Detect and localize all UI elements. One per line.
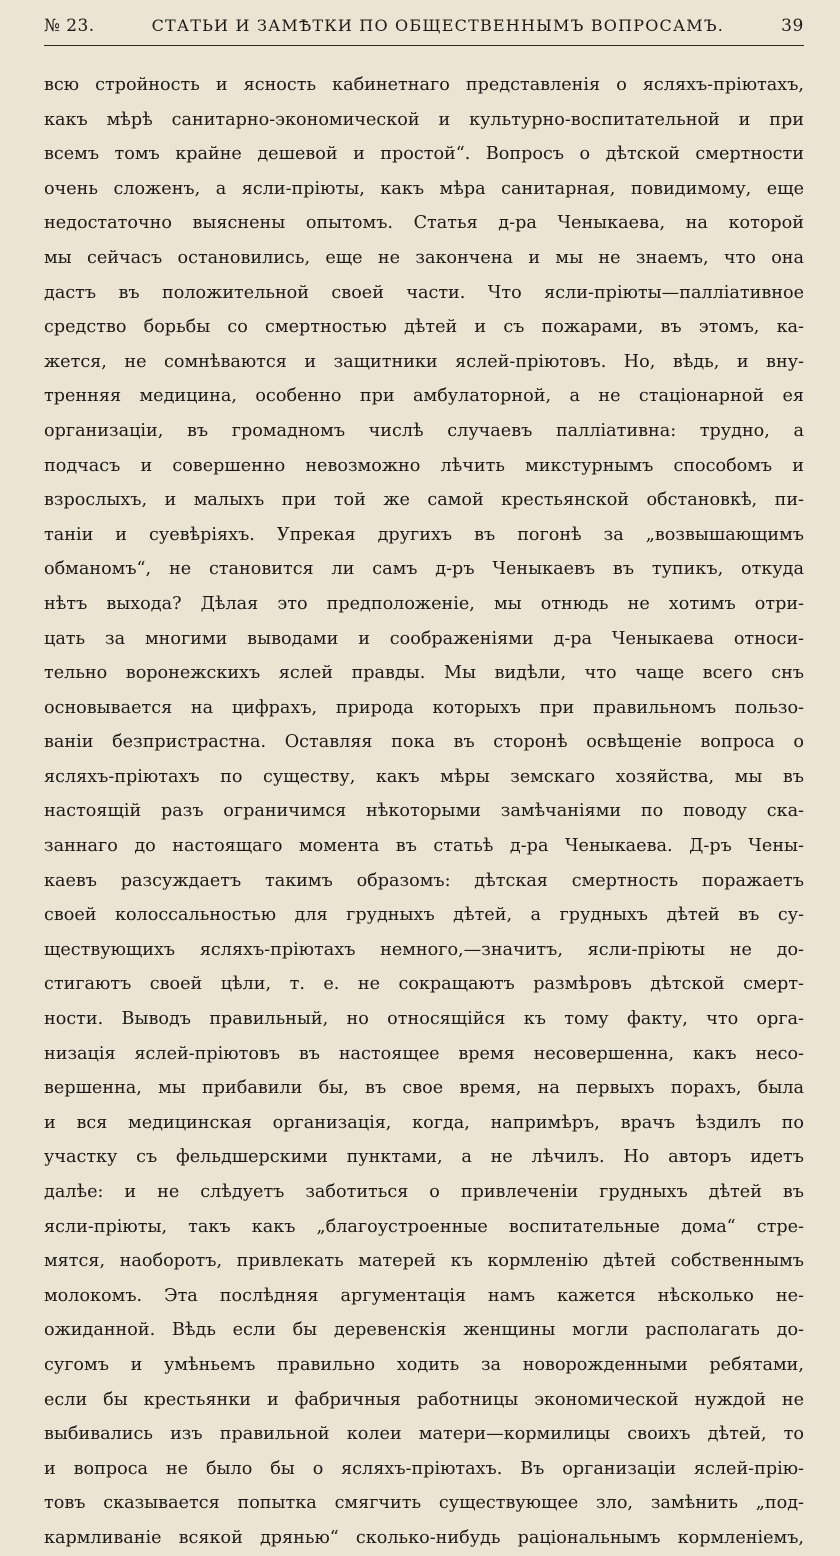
text-line: сугомъ и умѣньемъ правильно ходить за новорожденными ребятами,	[44, 1354, 804, 1375]
text-line: мы сейчасъ остановились, еще не закончена и мы не знаемъ, что она	[44, 247, 804, 268]
text-line: каевъ разсуждаетъ такимъ образомъ: дѣтская смертность поражаетъ	[44, 870, 804, 891]
text-line: взрослыхъ, и малыхъ при той же самой крестьянской обстановкѣ, пи-	[44, 490, 804, 511]
text-line: кармливаніе всякой дрянью“ сколько-нибудь раціональнымъ кормленіемъ,	[44, 1527, 804, 1548]
text-line: ясли-пріюты, такъ какъ „благоустроенные воспитательные дома“ стре-	[44, 1216, 804, 1237]
text-line: ожиданной. Вѣдь если бы деревенскія женщины могли располагать до-	[44, 1320, 804, 1341]
issue-number: № 23.	[44, 16, 95, 36]
page-number: 39	[781, 16, 804, 36]
text-line: тельно воронежскихъ яслей правды. Мы видѣли, что чаще всего снъ	[44, 663, 804, 684]
text-line: обманомъ“, не становится ли самъ д-ръ Ченыкаевъ въ тупикъ, откуда	[44, 559, 804, 580]
text-line: всю стройность и ясность кабинетнаго представленія о ясляхъ-пріютахъ,	[44, 75, 804, 95]
text-line: товъ сказывается попытка смягчить существующее зло, замѣнить „под-	[44, 1493, 804, 1514]
text-line: мятся, наоборотъ, привлекать матерей къ кормленію дѣтей собственнымъ	[44, 1251, 804, 1272]
text-line: нѣтъ выхода? Дѣлая это предположеніе, мы отнюдь не хотимъ отри-	[44, 593, 804, 614]
text-line: и вся медицинская организація, когда, напримѣръ, врачъ ѣздилъ по	[44, 1112, 804, 1133]
text-line: организаціи, въ громадномъ числѣ случаевъ палліативна: трудно, а	[44, 420, 804, 441]
text-line: далѣе: и не слѣдуетъ заботиться о привлеченіи грудныхъ дѣтей въ	[44, 1182, 804, 1202]
text-line: и вопроса не было бы о ясляхъ-пріютахъ. Въ организаціи яслей-прію-	[44, 1458, 804, 1479]
text-line: выбивались изъ правильной колеи матери—кормилицы своихъ дѣтей, то	[44, 1424, 804, 1445]
text-line: ности. Выводъ правильный, но относящійся къ тому факту, что орга-	[44, 1009, 804, 1030]
text-line: недостаточно выяснены опытомъ. Статья д-ра Ченыкаева, на которой	[44, 213, 804, 234]
text-line: заннаго до настоящаго момента въ статьѣ д-ра Ченыкаева. Д-ръ Чены-	[44, 836, 804, 857]
text-line: таніи и суевѣріяхъ. Упрекая другихъ въ погонѣ за „возвышающимъ	[44, 524, 804, 545]
text-line: настоящій разъ ограничимся нѣкоторыми замѣчаніями по поводу ска-	[44, 801, 804, 822]
text-line: низація яслей-пріютовъ въ настоящее время несовершенна, какъ несо-	[44, 1043, 804, 1064]
text-line: стигаютъ своей цѣли, т. е. не сокращаютъ размѣровъ дѣтской смерт-	[44, 974, 804, 995]
text-line: ясляхъ-пріютахъ по существу, какъ мѣры земскаго хозяйства, мы въ	[44, 766, 804, 787]
section-title: СТАТЬИ И ЗАМѢТКИ ПО ОБЩЕСТВЕННЫМЪ ВОПРОСАМЪ.	[151, 16, 725, 35]
text-line: основывается на цифрахъ, природа которыхъ при правильномъ пользо-	[44, 697, 804, 718]
text-line: ваніи безпристрастна. Оставляя пока въ сторонѣ освѣщеніе вопроса о	[44, 732, 804, 753]
text-line: подчасъ и совершенно невозможно лѣчить микстурнымъ способомъ и	[44, 455, 804, 476]
text-line: всемъ томъ крайне дешевой и простой“. Вопросъ о дѣтской смертности	[44, 144, 804, 165]
text-line: участку съ фельдшерскими пунктами, а не лѣчилъ. Но авторъ идетъ	[44, 1147, 804, 1168]
running-header	[44, 16, 804, 46]
text-line: цать за многими выводами и соображеніями д-ра Ченыкаева относи-	[44, 628, 804, 649]
text-line: жется, не сомнѣваются и защитники яслей-пріютовъ. Но, вѣдь, и вну-	[44, 351, 804, 372]
text-line: ществующихъ ясляхъ-пріютахъ немного,—значитъ, ясли-пріюты не до-	[44, 939, 804, 960]
text-line: дастъ въ положительной своей части. Что ясли-пріюты—палліативное	[44, 282, 804, 303]
text-line: тренняя медицина, особенно при амбулаторной, а не стаціонарной ея	[44, 386, 804, 407]
text-line: молокомъ. Эта послѣдняя аргументація намъ кажется нѣсколько не-	[44, 1285, 804, 1306]
text-line: очень сложенъ, а ясли-пріюты, какъ мѣра санитарная, повидимому, еще	[44, 178, 804, 199]
text-line: вершенна, мы прибавили бы, въ свое время, на первыхъ порахъ, была	[44, 1078, 804, 1099]
text-line: если бы крестьянки и фабричныя работницы экономической нуждой не	[44, 1389, 804, 1410]
text-line: средство борьбы со смертностью дѣтей и съ пожарами, въ этомъ, ка-	[44, 317, 804, 338]
text-line: какъ мѣрѣ санитарно-экономической и культурно-воспитательной и при	[44, 109, 804, 130]
article-text	[44, 68, 804, 1556]
text-line: своей колоссальностью для грудныхъ дѣтей, а грудныхъ дѣтей въ су-	[44, 905, 804, 926]
